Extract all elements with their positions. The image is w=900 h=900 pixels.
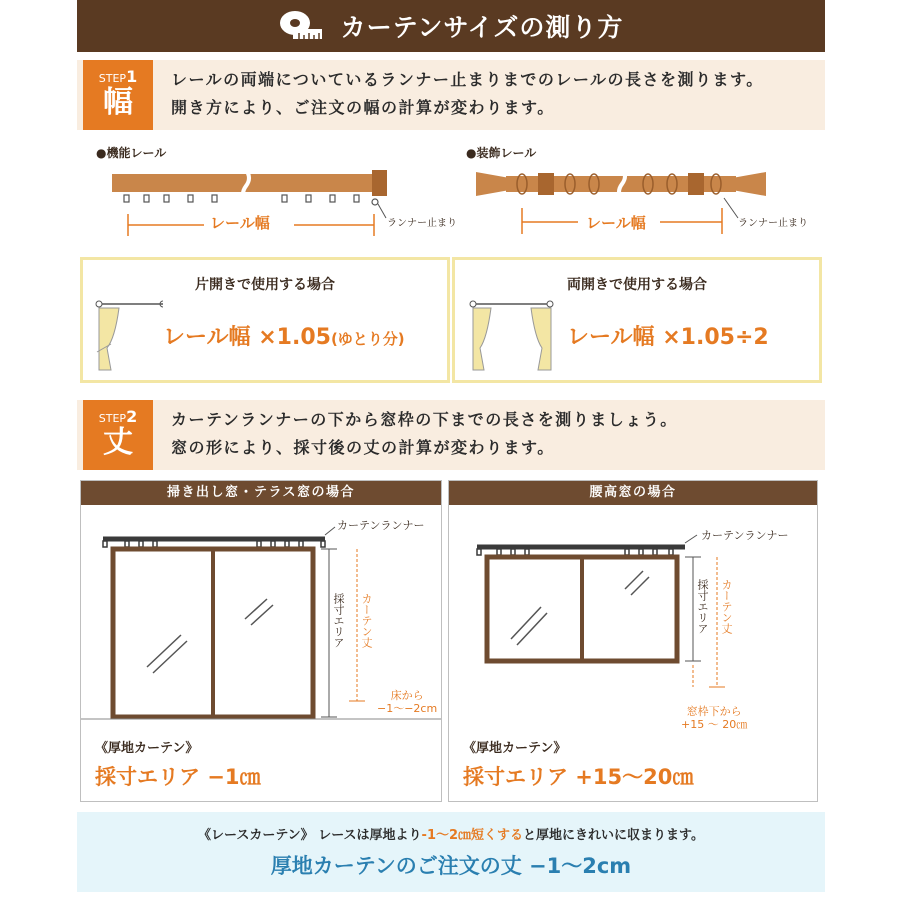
single-formula bbox=[163, 320, 405, 351]
left-measure-area-label: 採寸エリア bbox=[332, 593, 345, 648]
right-frame-note-a: 窓枠下から bbox=[686, 705, 742, 718]
lace-note-line bbox=[77, 824, 825, 843]
right-curtain-length-label: カーテン丈 bbox=[720, 579, 733, 634]
single-formula-mult: ×1.05 bbox=[258, 325, 331, 350]
left-floor-note-a: 床から bbox=[390, 689, 424, 702]
step2-badge bbox=[83, 400, 153, 470]
double-opening-box bbox=[452, 257, 822, 383]
lace-note bbox=[77, 812, 825, 892]
double-curtain-icon bbox=[467, 298, 557, 374]
left-floor-note bbox=[377, 689, 437, 715]
left-runner-label: カーテンランナー bbox=[337, 519, 425, 532]
right-thick-label: 《厚地カーテン》 bbox=[463, 741, 567, 756]
single-curtain-icon bbox=[93, 298, 163, 374]
step1-line2: 開き方により、ご注文の幅の計算が変わります。 bbox=[171, 98, 555, 117]
waist-window-panel bbox=[448, 480, 818, 802]
lace-note-highlight: -1〜2㎝短くする bbox=[421, 828, 524, 843]
left-curtain-length-label: カーテン丈 bbox=[360, 593, 373, 648]
page-header bbox=[77, 0, 825, 52]
step2-bar bbox=[77, 400, 825, 470]
tape-measure-icon bbox=[279, 9, 323, 43]
sweep-window-panel bbox=[80, 480, 442, 802]
single-formula-note: (ゆとり分) bbox=[330, 330, 405, 348]
left-floor-note-b: −1〜−2cm bbox=[377, 702, 438, 715]
step-label: STEP bbox=[98, 72, 127, 85]
step-kanji: 幅 bbox=[103, 85, 133, 120]
right-measure-area-label: 採寸エリア bbox=[696, 579, 709, 634]
lace-note-post: と厚地にきれいに収まります。 bbox=[523, 828, 705, 843]
step1-text bbox=[171, 66, 821, 122]
left-result: 採寸エリア −1㎝ bbox=[95, 765, 261, 789]
step2-text bbox=[171, 406, 821, 462]
functional-rail-diagram bbox=[100, 162, 470, 242]
lace-summary: 厚地カーテンのご注文の丈 −1〜2cm bbox=[270, 854, 632, 878]
step-label: STEP bbox=[98, 412, 127, 425]
runner-stop-label-1: ランナー止まり bbox=[387, 218, 457, 229]
page-title: カーテンサイズの測り方 bbox=[340, 13, 624, 42]
lace-note-pre: 《レースカーテン》 レースは厚地より bbox=[197, 828, 422, 843]
waist-window-title: 腰高窓の場合 bbox=[449, 481, 817, 505]
rail-width-label-1: レール幅 bbox=[210, 214, 270, 232]
step1-line1: レールの両端についているランナー止まりまでのレールの長さを測ります。 bbox=[171, 70, 764, 89]
functional-rail-label: ●機能レール bbox=[96, 146, 167, 160]
step1-badge bbox=[83, 60, 153, 130]
step2-line1: カーテンランナーの下から窓枠の下までの長さを測りましょう。 bbox=[171, 410, 678, 429]
step-number: 2 bbox=[126, 407, 138, 426]
step1-bar bbox=[77, 60, 825, 130]
single-formula-rail: レール幅 bbox=[163, 325, 259, 350]
double-formula-rail: レール幅 bbox=[567, 325, 663, 350]
right-result: 採寸エリア +15〜20㎝ bbox=[463, 765, 694, 789]
left-thick-label: 《厚地カーテン》 bbox=[95, 741, 199, 756]
double-opening-title: 両開きで使用する場合 bbox=[567, 277, 707, 293]
step2-line2: 窓の形により、採寸後の丈の計算が変わります。 bbox=[171, 438, 555, 457]
double-formula bbox=[567, 320, 769, 351]
right-frame-note-b: +15 〜 20㎝ bbox=[681, 718, 748, 731]
right-runner-label: カーテンランナー bbox=[701, 529, 789, 542]
decorative-rail-label: ●装飾レール bbox=[466, 146, 537, 160]
double-formula-mult: ×1.05÷2 bbox=[662, 325, 769, 350]
single-opening-title: 片開きで使用する場合 bbox=[195, 277, 335, 293]
step-kanji: 丈 bbox=[103, 425, 133, 460]
sweep-window-title: 掃き出し窓・テラス窓の場合 bbox=[81, 481, 441, 505]
rail-width-label-2: レール幅 bbox=[586, 214, 646, 232]
single-opening-box bbox=[80, 257, 450, 383]
step-number: 1 bbox=[126, 67, 138, 86]
right-frame-note bbox=[681, 705, 747, 731]
runner-stop-label-2: ランナー止まり bbox=[738, 218, 808, 229]
